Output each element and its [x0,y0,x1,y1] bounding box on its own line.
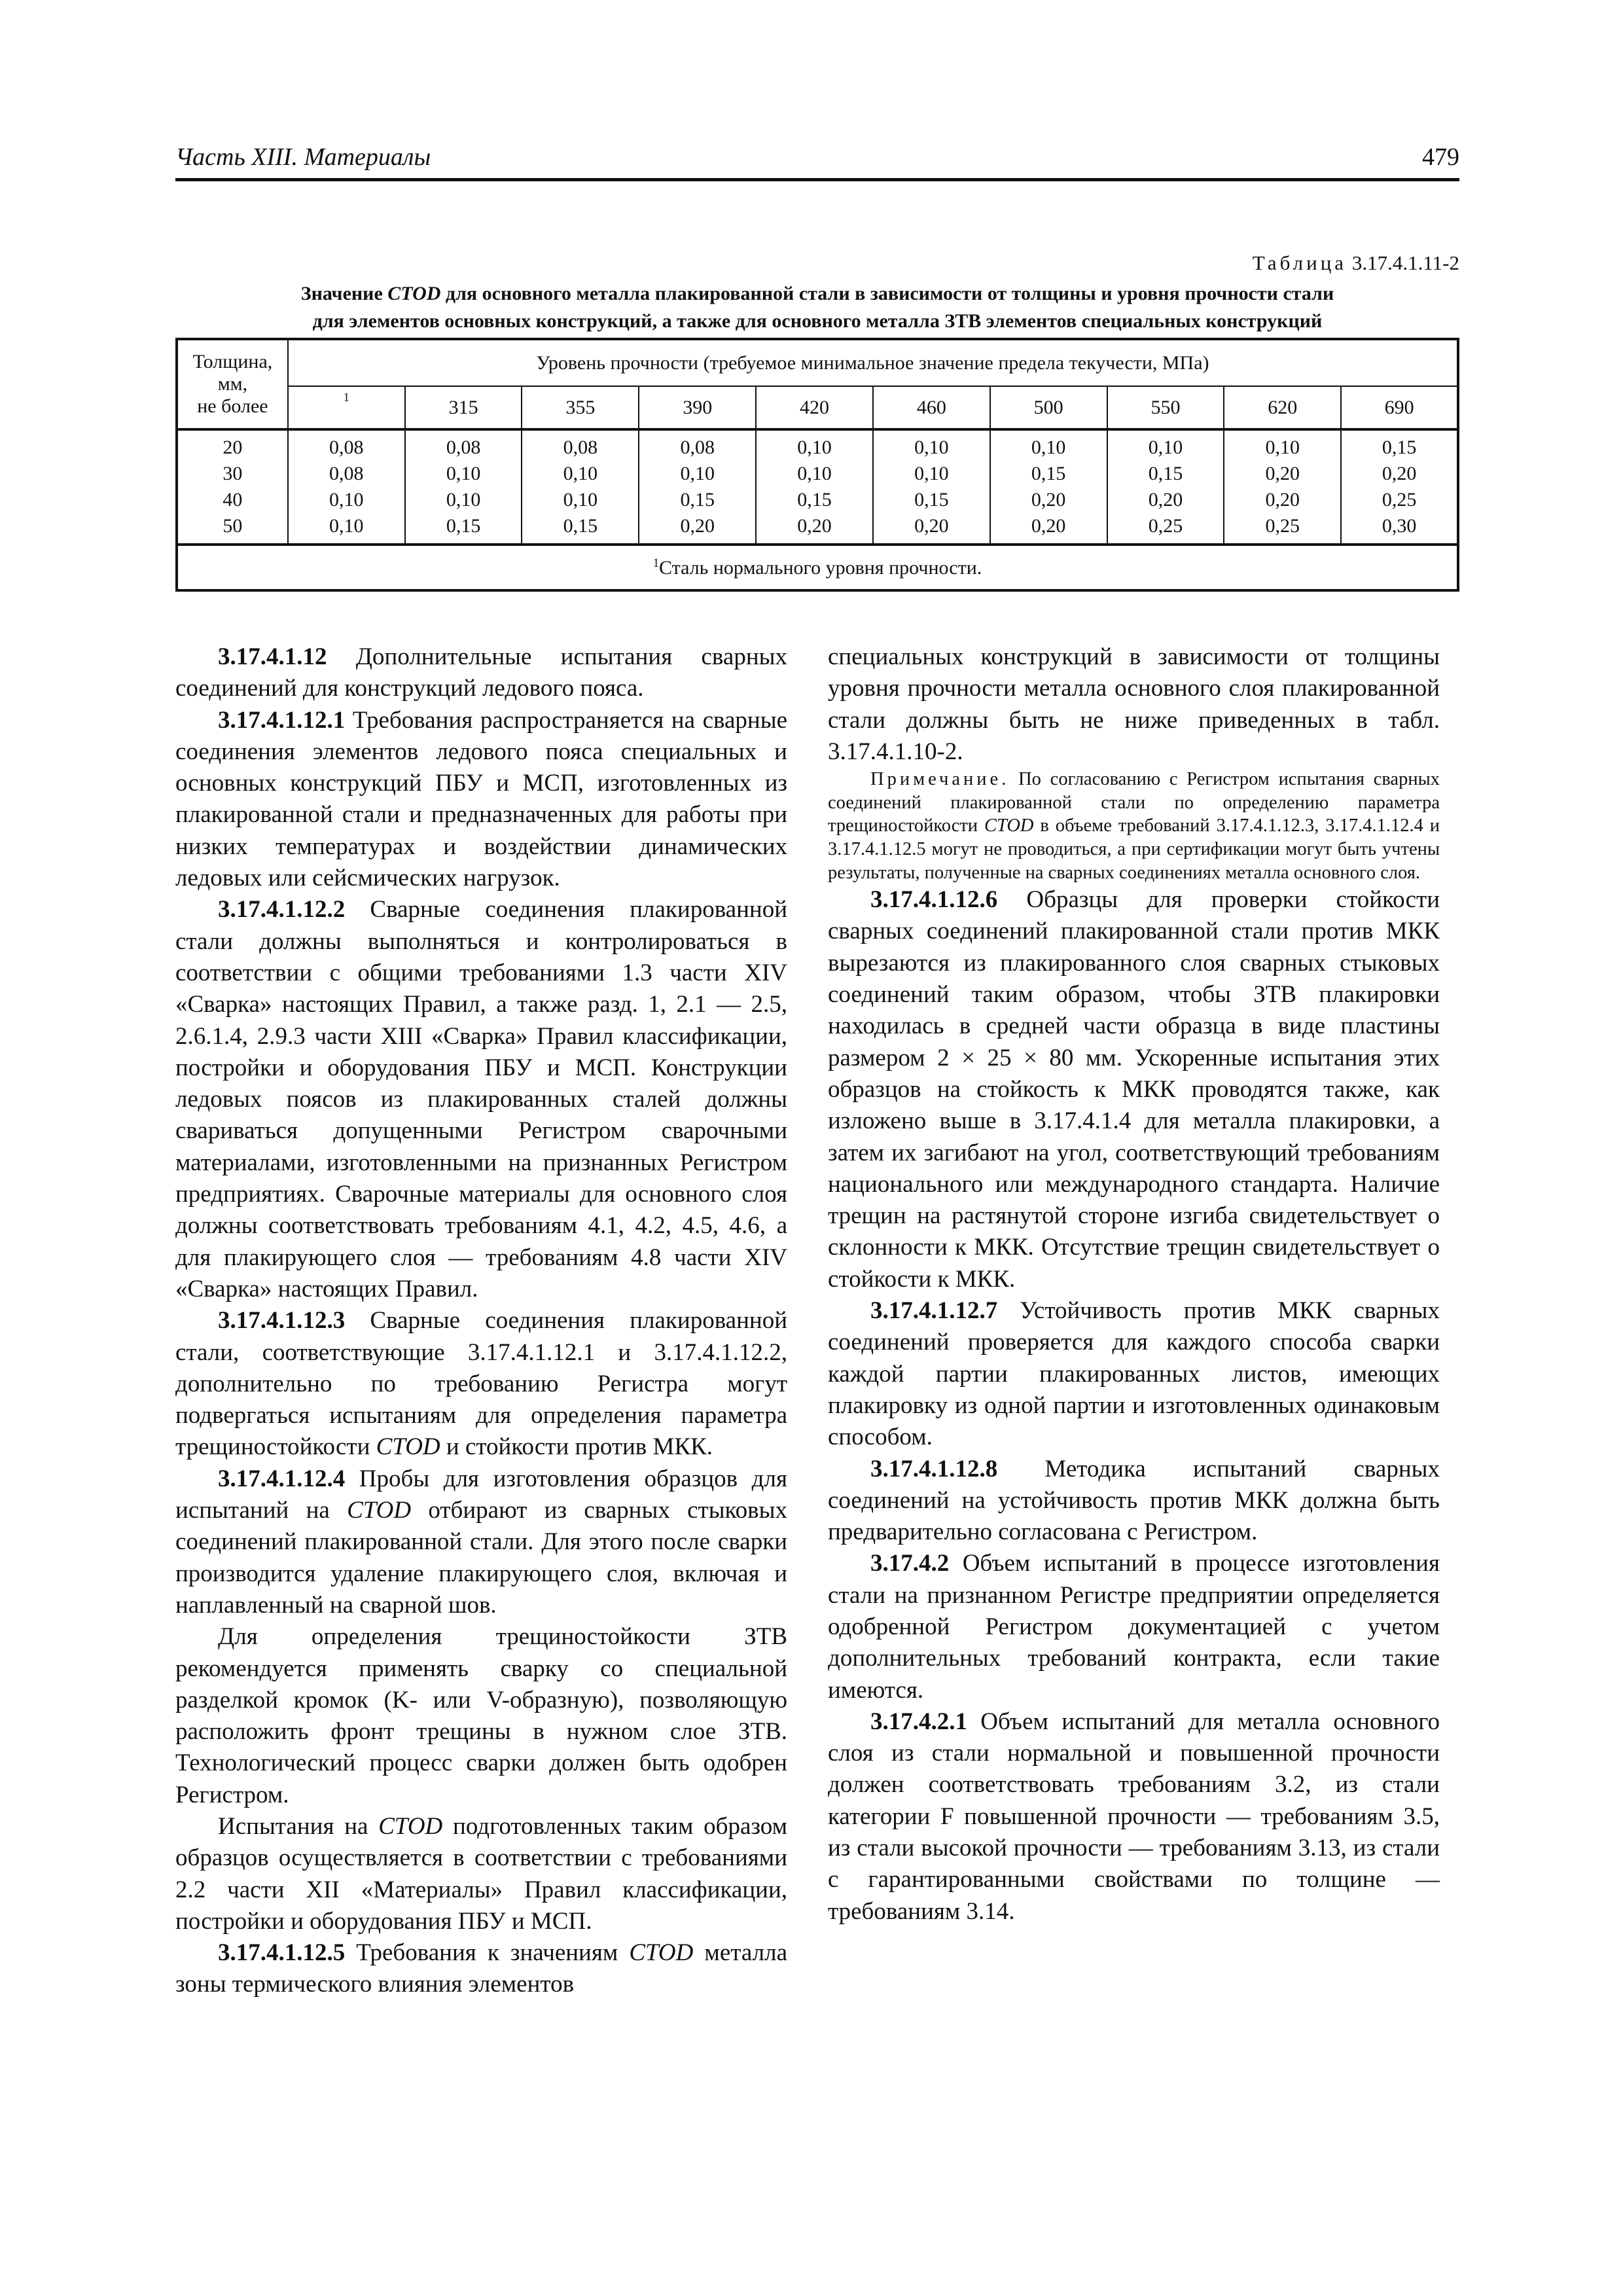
strength-level-690: 690 [1341,386,1458,429]
running-header-section: Часть XIII. Материалы [175,143,431,171]
page-header [175,143,1459,179]
strength-level-550: 550 [1107,386,1224,429]
table-number [175,251,1459,275]
para-3-17-4-2: 3.17.4.2 Объем испытаний в процессе изготовления стали на признанном Регистре предприятии определяется одобренной Регистром документацией с учетом дополнительных требований контракта, если такие имеются. [828,1550,1440,1704]
table-title-pre: Значение [300,283,388,304]
values-col-500: 0,10 0,15 0,20 0,20 [990,429,1107,545]
values-col-420: 0,10 0,10 0,15 0,20 [756,429,873,545]
right-column [828,641,1440,1928]
thickness-header: Толщина, мм, не более [192,351,273,417]
strength-level-460: 460 [873,386,990,429]
para-haz-crack-resistance: Для определения трещиностойкости ЗТВ рекомендуется применять сварку со специальной разделкой кромок (K- или V-образную), позволяющую расположить фронт трещины в нужном слое ЗТВ. Технологический процесс сварки должен быть одобрен Регистром. [175,1623,787,1808]
para-3-17-4-1-12: 3.17.4.1.12 Дополнительные испытания сварных соединений для конструкций ледового пояса. [175,643,787,702]
values-col-690: 0,15 0,20 0,25 0,30 [1341,429,1458,545]
strength-level-500: 500 [990,386,1107,429]
values-col-460: 0,10 0,10 0,15 0,20 [873,429,990,545]
para-3-17-4-1-12-3: 3.17.4.1.12.3 Сварные соединения плакированной стали, соответствующие 3.17.4.1.12.1 и 3.17.4.1.12.2, дополнительно по требованию Регистра могут подвергаться испытаниям для определения параметра трещиностойкости CTOD и стойкости против МКК. [175,1307,787,1461]
strength-level-620: 620 [1224,386,1341,429]
header-rule [175,178,1459,181]
table-footnote: $^1$Сталь нормального уровня прочности. [652,556,982,579]
page-number: 479 [1422,143,1459,171]
para-3-17-4-1-12-2: 3.17.4.1.12.2 Сварные соединения плакированной стали должны выполняться и контролироваться в соответствии с общими требованиями 1.3 части XIV «Сварка» настоящих Правил, а также разд. 1, 2.1 — 2.5, 2.6.1.4, 2.9.3 части XIII «Сварка» Правил классификации, постройки и оборудования ПБУ и МСП. Конструкции ледовых поясов из плакированных сталей должны свариваться допущенными Регистром сварочными материалами, изготовленными на признанных Регистром предприятиях. Сварочные материалы для основного слоя должны соответствовать требованиям 4.1, 4.2, 4.5, 4.6, а для плакирующего слоя — требованиям 4.8 части XIV «Сварка» настоящих Правил. [175,896,787,1302]
values-col-550: 0,10 0,15 0,20 0,25 [1107,429,1224,545]
strength-level-315: 315 [405,386,522,429]
values-col-390: 0,08 0,10 0,15 0,20 [639,429,756,545]
values-col-315: 0,08 0,10 0,10 0,15 [405,429,522,545]
para-3-17-4-1-12-6: 3.17.4.1.12.6 Образцы для проверки стойкости сварных соединений плакированной стали против МКК вырезаются из плакированного слоя сварных стыковых соединений таким образом, чтобы ЗТВ плакировки находилась в средней части образца в виде пластины размером 2 × 25 × 80 мм. Ускоренные испытания этих образцов на стойкость к МКК проводятся также, как изложено выше в 3.17.4.1.4 для металла плакировки, а затем их загибают на угол, соответствующий требованиям национального или международного стандарта. Наличие трещин на растянутой стороне изгиба свидетельствует о склонности к МКК. Отсутствие трещин свидетельствует о стойкости к МКК. [828,886,1440,1293]
para-continuation: специальных конструкций в зависимости от толщины уровня прочности металла основного слоя плакированной стали должны быть не ниже приведенных в табл. 3.17.4.1.10-2. [828,643,1440,765]
strength-level-1: 1 [288,386,405,429]
para-3-17-4-1-12-8: 3.17.4.1.12.8 Методика испытаний сварных соединений на устойчивость против МКК должна быть предварительно согласована с Регистром. [828,1455,1440,1546]
ctod-table [175,338,1459,592]
para-3-17-4-1-12-4: 3.17.4.1.12.4 Пробы для изготовления образцов для испытаний на CTOD отбирают из сварных стыковых соединений плакированной стали. Для этого после сварки производится удаление плакирующего слоя, включая и наплавленный на сварной шов. [175,1465,787,1619]
strength-level-390: 390 [639,386,756,429]
strength-level-355: 355 [522,386,639,429]
table-number-label: Таблица [1252,251,1347,274]
table-title-ctod: CTOD [387,283,441,304]
note-label: Примечание. [870,769,1010,790]
values-col-1: 0,08 0,08 0,10 0,10 [288,429,405,545]
values-col-355: 0,08 0,10 0,10 0,15 [522,429,639,545]
strength-level-420: 420 [756,386,873,429]
table-title [175,280,1459,335]
thickness-column: 20 30 40 50 [223,437,243,537]
para-ctod-testing: Испытания на CTOD подготовленных таким образом образцов осуществляется в соответствии с требованиями 2.2 части XII «Материалы» Правил классификации, постройки и оборудования ПБУ и МСП. [175,1812,787,1935]
left-column [175,641,787,2001]
note-block: Примечание. По согласованию с Регистром испытания сварных соединений плакированной стали по определению параметра трещиностойкости CTOD в объеме требований 3.17.4.1.12.3, 3.17.4.1.12.4 и 3.17.4.1.12.5 могут не проводиться, а при сертификации могут быть учтены результаты, полученные на сварных соединениях металла основного слоя. [828,769,1440,883]
table-number-value: 3.17.4.1.11-2 [1351,251,1459,274]
para-3-17-4-2-1: 3.17.4.2.1 Объем испытаний для металла основного слоя из стали нормальной и повышенной прочности должен соответствовать требованиям 3.2, из стали категории F повышенной прочности — требованиям 3.5, из стали высокой прочности — требованиям 3.13, из стали с гарантированными свойствами по толщине — требованиям 3.14. [828,1708,1440,1925]
table-title-post: для основного металла плакированной стали в зависимости от толщины и уровня прочности стали [440,283,1334,304]
para-3-17-4-1-12-1: 3.17.4.1.12.1 Требования распространяется на сварные соединения элементов ледового пояса специальных и основных конструкций ПБУ и МСП, изготовленных из плакированной стали и предназначенных для работы при низких температурах и воздействии динамических ледовых или сейсмических нагрузок. [175,706,787,892]
para-3-17-4-1-12-5: 3.17.4.1.12.5 Требования к значениям CTOD металла зоны термического влияния элементов [175,1939,787,1998]
para-3-17-4-1-12-7: 3.17.4.1.12.7 Устойчивость против МКК сварных соединений проверяется для каждого способа сварки каждой партии плакированных листов, имеющих плакировку из одной партии и изготовленных одинаковым способом. [828,1297,1440,1451]
values-col-620: 0,10 0,20 0,20 0,25 [1224,429,1341,545]
strength-header: Уровень прочности (требуемое минимальное значение предела текучести, МПа) [288,339,1458,386]
table-title-line2: для элементов основных конструкций, а также для основного металла ЗТВ элементов специальных конструкций [312,310,1323,332]
